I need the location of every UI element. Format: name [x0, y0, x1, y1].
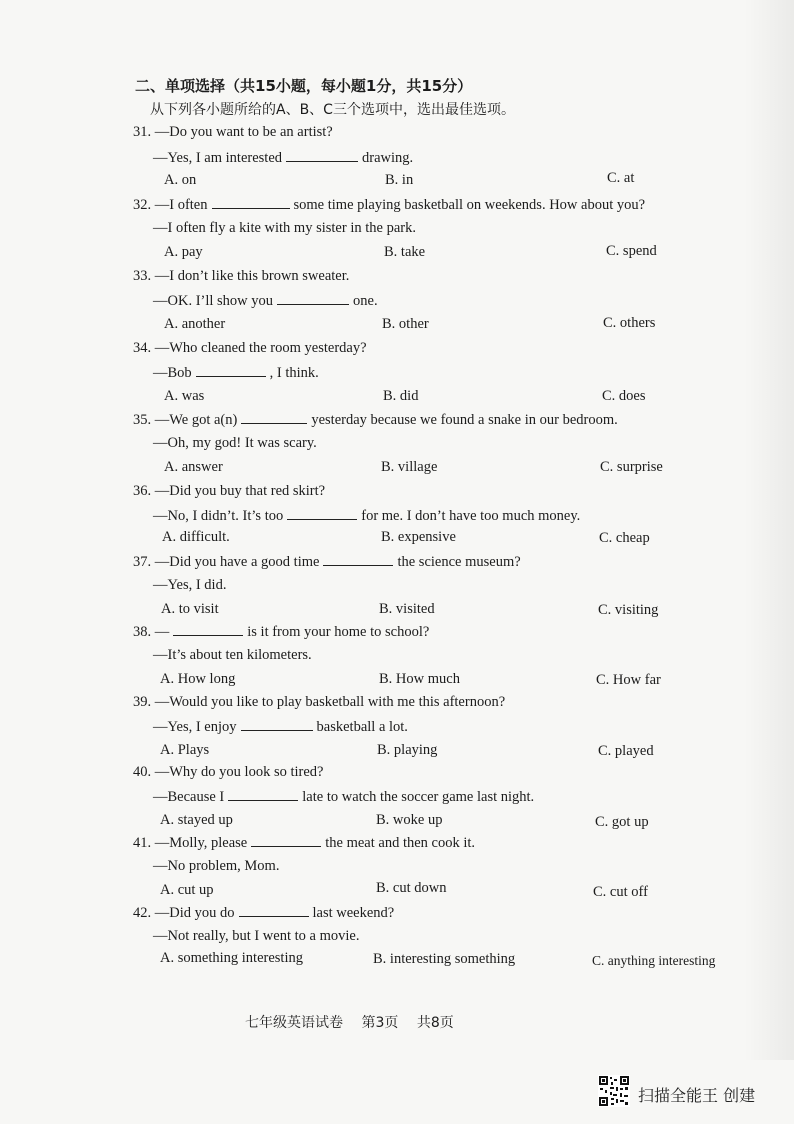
question-stem: 42. —Did you do last weekend? — [133, 905, 395, 921]
option-c: C. cut off — [593, 884, 648, 900]
question-number: 37. — [133, 554, 152, 570]
question-number: 40. — [133, 764, 152, 780]
question-stem: 34. —Who cleaned the room yesterday? — [133, 340, 367, 356]
option-a: A. stayed up — [160, 812, 233, 828]
option-a: A. Plays — [160, 742, 210, 758]
question-reply: —I often fly a kite with my sister in the park. — [153, 220, 416, 236]
question-reply: —Yes, I am interested drawing. — [153, 150, 414, 166]
option-b: B. visited — [379, 601, 435, 617]
question-stem: 41. —Molly, please the meat and then cook it. — [133, 835, 476, 851]
answer-blank — [277, 292, 349, 305]
question-reply: —Bob , I think. — [153, 365, 319, 381]
question-stem: 36. —Did you buy that red skirt? — [133, 483, 326, 499]
option-a: A. pay — [164, 244, 203, 260]
footer-subject: 七年级英语试卷 — [245, 1015, 343, 1031]
question-number: 34. — [133, 340, 152, 356]
question-stem: 39. —Would you like to play basketball with me this afternoon? — [133, 694, 506, 710]
answer-blank — [241, 718, 313, 731]
question-number: 42. — [133, 905, 152, 921]
option-c: C. others — [603, 315, 656, 331]
option-b: B. interesting something — [373, 951, 516, 967]
scan-edge-shadow — [744, 0, 794, 1060]
question-reply: —Not really, but I went to a movie. — [153, 928, 360, 944]
option-a: A. was — [164, 388, 205, 404]
option-a: A. another — [164, 316, 226, 332]
option-b: B. take — [384, 244, 426, 260]
option-a: A. How long — [160, 671, 236, 687]
option-b: B. playing — [377, 742, 438, 758]
option-c: C. at — [607, 170, 635, 186]
answer-blank — [196, 364, 266, 377]
question-number: 38. — [133, 624, 152, 640]
scanner-watermark: 扫描全能王 创建 — [638, 1086, 756, 1105]
footer-page-number: 第3页 — [361, 1015, 399, 1031]
option-a: A. something interesting — [160, 950, 303, 966]
question-number: 33. — [133, 268, 152, 284]
answer-blank — [323, 553, 393, 566]
option-a: A. to visit — [161, 601, 219, 617]
answer-blank — [239, 904, 309, 917]
option-c: C. cheap — [599, 530, 650, 546]
section-title: 二、单项选择（共15小题，每小题1分，共15分） — [135, 77, 473, 95]
question-number: 31. — [133, 124, 152, 140]
answer-blank — [241, 411, 307, 424]
option-a: A. difficult. — [162, 529, 230, 545]
footer-total-pages: 共8页 — [416, 1015, 454, 1031]
answer-blank — [173, 623, 243, 636]
option-b: B. did — [383, 388, 419, 404]
section-instructions: 从下列各小题所给的A、B、C三个选项中，选出最佳选项。 — [150, 102, 515, 118]
option-b: B. woke up — [376, 812, 443, 828]
option-c: C. anything interesting — [592, 953, 716, 968]
option-c: C. How far — [596, 672, 661, 688]
question-stem: 38. — is it from your home to school? — [133, 624, 430, 640]
question-number: 36. — [133, 483, 152, 499]
question-stem: 40. —Why do you look so tired? — [133, 764, 324, 780]
question-stem: 32. —I often some time playing basketball on weekends. How about you? — [133, 197, 646, 213]
question-stem: 31. —Do you want to be an artist? — [133, 124, 333, 140]
page-footer — [245, 1012, 468, 1032]
answer-blank — [286, 149, 358, 162]
question-reply: —OK. I’ll show you one. — [153, 293, 378, 309]
question-reply: —It’s about ten kilometers. — [153, 647, 312, 663]
question-number: 41. — [133, 835, 152, 851]
option-b: B. How much — [379, 671, 460, 687]
question-reply: —Because I late to watch the soccer game last night. — [153, 789, 535, 805]
option-b: B. cut down — [376, 880, 447, 896]
option-b: B. other — [382, 316, 429, 332]
question-stem: 37. —Did you have a good time the science museum? — [133, 554, 521, 570]
question-number: 35. — [133, 412, 152, 428]
option-c: C. got up — [595, 814, 649, 830]
question-reply: —Yes, I did. — [153, 577, 227, 593]
question-reply: —No problem, Mom. — [153, 858, 280, 874]
question-stem: 33. —I don’t like this brown sweater. — [133, 268, 350, 284]
option-a: A. answer — [164, 459, 223, 475]
option-c: C. played — [598, 743, 654, 759]
option-b: B. village — [381, 459, 438, 475]
answer-blank — [212, 196, 290, 209]
question-reply: —Oh, my god! It was scary. — [153, 435, 317, 451]
answer-blank — [251, 834, 321, 847]
answer-blank — [287, 507, 357, 520]
question-reply: —No, I didn’t. It’s too for me. I don’t have too much money. — [153, 508, 581, 524]
option-a: A. on — [164, 172, 197, 188]
option-b: B. in — [385, 172, 414, 188]
question-stem: 35. —We got a(n) yesterday because we found a snake in our bedroom. — [133, 412, 618, 428]
option-c: C. visiting — [598, 602, 659, 618]
option-c: C. spend — [606, 243, 657, 259]
option-a: A. cut up — [160, 882, 214, 898]
option-c: C. does — [602, 388, 646, 404]
option-b: B. expensive — [381, 529, 456, 545]
question-number: 32. — [133, 197, 152, 213]
answer-blank — [228, 788, 298, 801]
question-reply: —Yes, I enjoy basketball a lot. — [153, 719, 408, 735]
option-c: C. surprise — [600, 459, 663, 475]
question-number: 39. — [133, 694, 152, 710]
qr-code-icon — [598, 1075, 630, 1107]
